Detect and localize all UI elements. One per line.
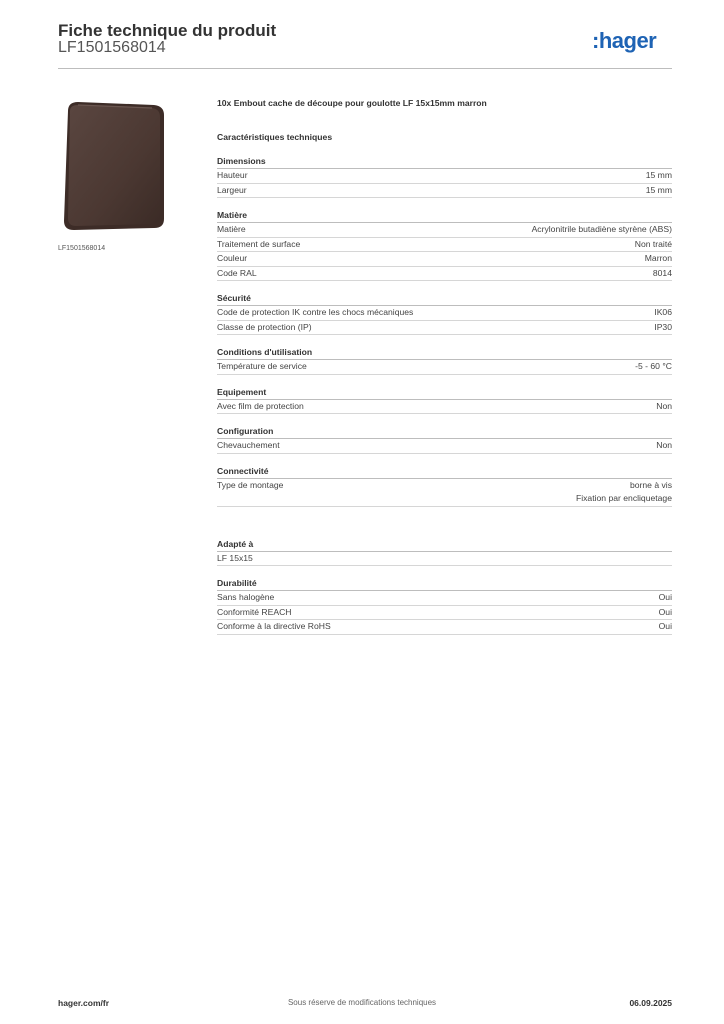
product-reference: LF1501568014 — [58, 39, 166, 56]
spec-label: Traitement de surface — [217, 238, 301, 249]
product-name: 10x Embout cache de découpe pour goulotte LF 15x15mm marron — [217, 98, 487, 108]
spec-value: Non — [656, 400, 672, 411]
footer-date: 06.09.2025 — [629, 998, 672, 1008]
spec-section — [217, 96, 672, 635]
group-title: Matière — [217, 209, 672, 223]
spec-label: Code RAL — [217, 267, 257, 278]
spec-row — [217, 439, 672, 454]
group-equipement — [217, 386, 672, 415]
spec-label: Température de service — [217, 361, 307, 371]
image-caption: LF1501568014 — [58, 245, 106, 252]
group-title: Adapté à — [217, 538, 672, 552]
spec-label: Avec film de protection — [217, 400, 304, 411]
group-matiere — [217, 209, 672, 281]
group-title: Sécurité — [217, 292, 672, 306]
spec-row — [217, 267, 672, 282]
group-securite — [217, 292, 672, 335]
header-divider — [58, 68, 672, 69]
spec-value-line: borne à vis — [629, 479, 672, 490]
spec-row — [217, 184, 672, 199]
spec-value: IP30 — [654, 321, 672, 332]
spec-value: 15 mm — [645, 170, 672, 180]
spec-row — [217, 620, 672, 635]
spec-label: Matière — [217, 224, 246, 234]
spec-row — [217, 321, 672, 336]
spec-row — [217, 552, 672, 567]
spec-label: Code de protection IK contre les chocs mécaniques — [217, 307, 414, 317]
group-configuration — [217, 425, 672, 454]
group-conditions — [217, 346, 672, 375]
spec-row — [217, 306, 672, 321]
footer-website-link[interactable]: hager.com/fr — [58, 998, 110, 1008]
spec-label: Conformité REACH — [217, 606, 292, 617]
spec-value: Oui — [658, 621, 672, 631]
spec-row — [217, 252, 672, 267]
section-gap — [217, 507, 672, 527]
spec-row — [217, 360, 672, 375]
spec-label: Chevauchement — [217, 440, 280, 450]
group-adapte — [217, 538, 672, 567]
spec-row — [217, 223, 672, 238]
spec-row — [217, 169, 672, 184]
page-title: Fiche technique du produit — [58, 21, 277, 40]
tech-heading: Caractéristiques techniques — [217, 132, 333, 142]
spec-row — [217, 479, 672, 507]
spec-row — [217, 238, 672, 253]
spec-label: Couleur — [217, 253, 248, 263]
spec-row — [217, 606, 672, 621]
spec-label: LF 15x15 — [217, 552, 253, 563]
spec-value: Marron — [644, 253, 672, 263]
spec-label: Largeur — [217, 184, 247, 195]
spec-value: Acrylonitrile butadiène styrène (ABS) — [531, 224, 672, 234]
spec-row — [217, 591, 672, 606]
group-dimensions — [217, 155, 672, 198]
spec-row — [217, 400, 672, 415]
group-title: Configuration — [217, 425, 672, 439]
spec-value: Non traité — [634, 238, 672, 249]
spec-label: Sans halogène — [217, 592, 275, 602]
group-title: Equipement — [217, 386, 672, 400]
spec-value: 8014 — [652, 267, 672, 278]
spec-value: -5 - 60 °C — [635, 361, 672, 371]
spec-value: 15 mm — [645, 184, 672, 195]
spec-value: IK06 — [654, 307, 672, 317]
product-image-drawing — [58, 97, 181, 234]
hager-logo[interactable]: :hager — [592, 28, 657, 53]
group-title: Connectivité — [217, 465, 672, 479]
spec-value: Oui — [658, 606, 672, 617]
group-durabilite — [217, 577, 672, 635]
group-title: Dimensions — [217, 155, 672, 169]
spec-label: Classe de protection (IP) — [217, 321, 312, 332]
spec-label: Hauteur — [217, 170, 248, 180]
footer-disclaimer: Sous réserve de modifications techniques — [287, 998, 437, 1007]
group-title: Durabilité — [217, 577, 672, 591]
spec-value — [576, 479, 672, 506]
spec-value: Non — [656, 440, 672, 450]
spec-value-line: Fixation par encliquetage — [575, 493, 672, 503]
spec-label: Type de montage — [217, 479, 284, 490]
group-connectivite — [217, 465, 672, 507]
product-image — [58, 97, 181, 234]
spec-value: Oui — [658, 592, 672, 602]
spec-label: Conforme à la directive RoHS — [217, 621, 331, 631]
group-title: Conditions d'utilisation — [217, 346, 672, 360]
